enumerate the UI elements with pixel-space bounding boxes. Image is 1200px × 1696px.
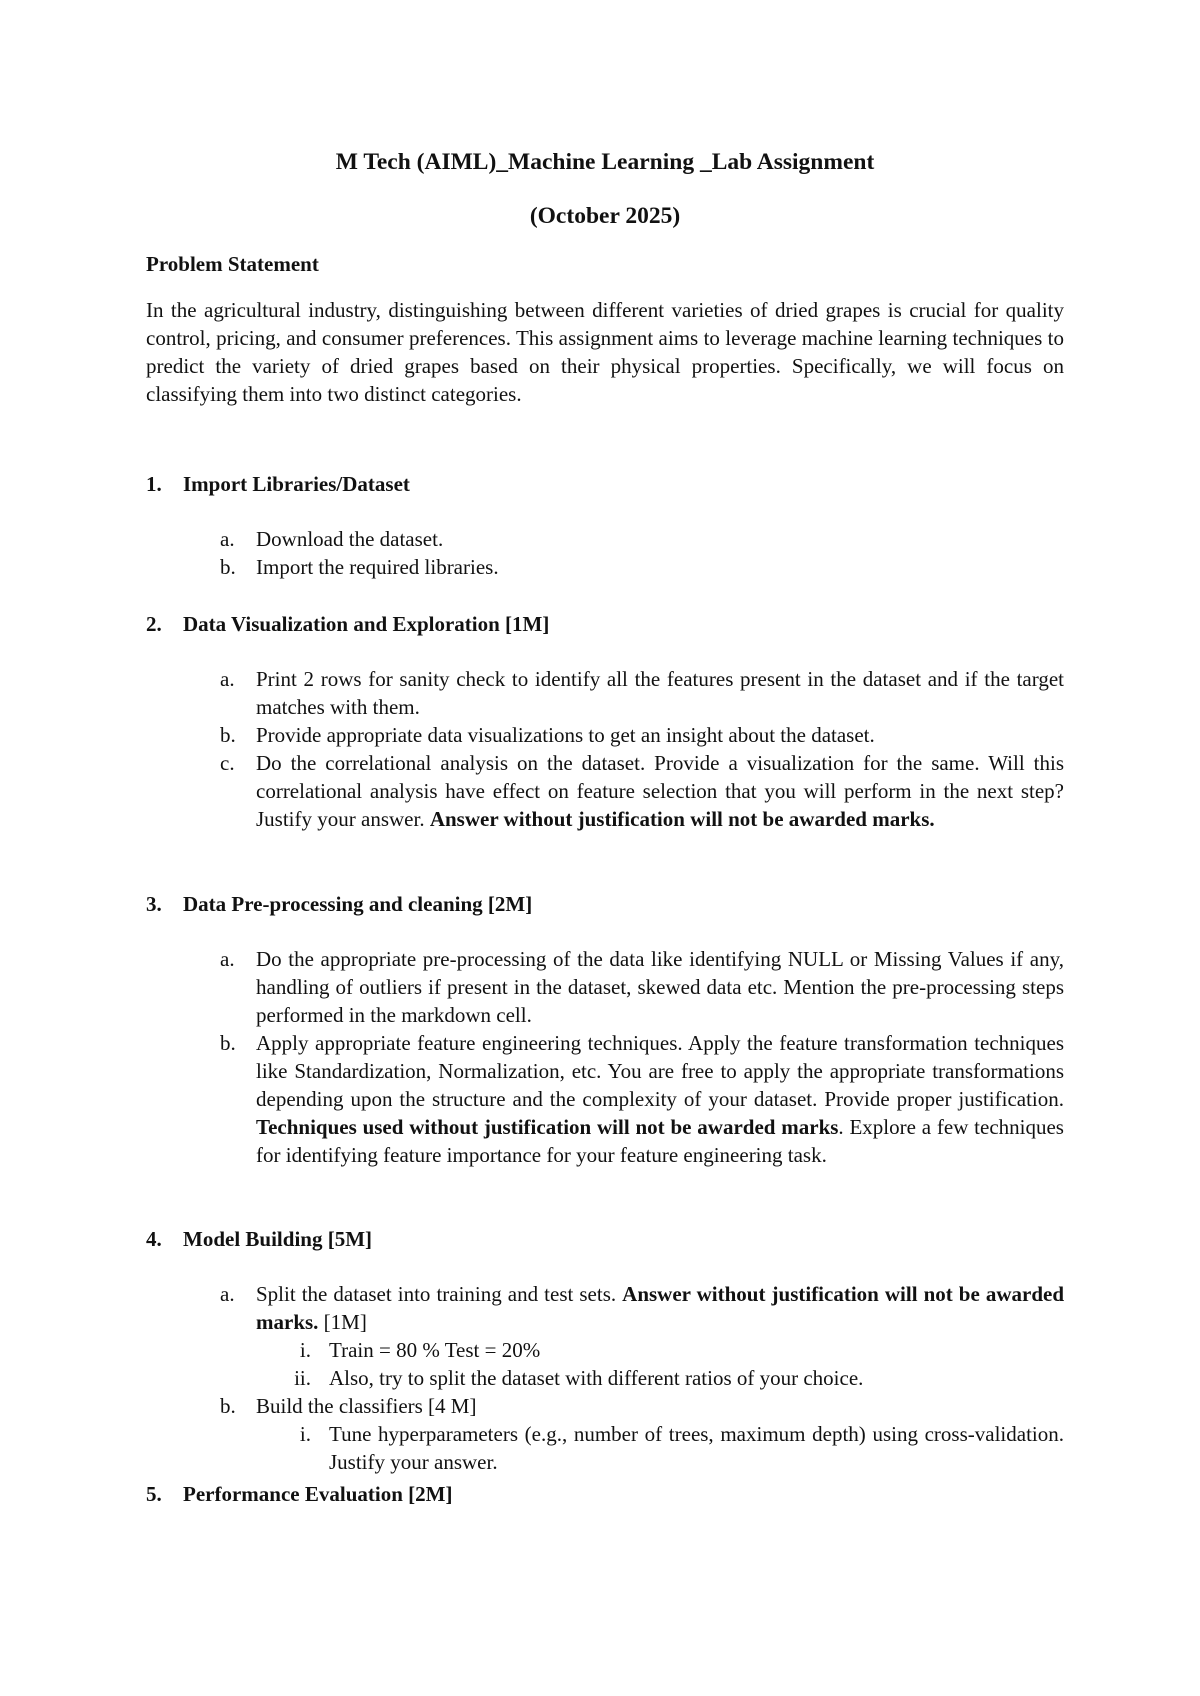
section-title: Performance Evaluation [2M] [183, 1482, 453, 1506]
list-item: a. Split the dataset into training and test sets. Answer without justification will not be awarded marks. [1M] [220, 1282, 1064, 1334]
sub-list-item: i. Tune hyperparameters (e.g., number of trees, maximum depth) using cross-validation. Justify your answer. [299, 1422, 1064, 1474]
section-4 [146, 1225, 1064, 1476]
section-title: Data Pre-processing and cleaning [2M] [183, 892, 533, 916]
list-item: a. Download the dataset. [220, 527, 444, 551]
section-number: 4. [146, 1227, 162, 1251]
section-1 [146, 470, 1064, 581]
section-3 [146, 890, 1064, 1169]
section-5 [146, 1480, 1064, 1508]
list-item: b. Provide appropriate data visualizations to get an insight about the dataset. [220, 723, 875, 747]
list-item: a. Print 2 rows for sanity check to identify all the features present in the dataset and if the target matches with them. [220, 667, 1064, 719]
section-number: 5. [146, 1482, 162, 1506]
list-item: b. Build the classifiers [4 M] [220, 1394, 477, 1418]
list-item: a. Do the appropriate pre-processing of the data like identifying NULL or Missing Values if any, handling of outliers if present in the dataset, skewed data etc. Mention the pre-processing steps performed in the markdown cell. [220, 947, 1064, 1027]
document-date: (October 2025) [529, 203, 681, 229]
sub-list-item: i. Train = 80 % Test = 20% [299, 1338, 541, 1362]
list-item: c. Do the correlational analysis on the dataset. Provide a visualization for the same. Will this correlational analysis have effect on feature selection that you will perform in the next step? Justify your answer. Answer without justification will not be awarded marks. [220, 751, 1064, 831]
section-number: 1. [146, 472, 162, 496]
section-number: 2. [146, 612, 162, 636]
list-item: b. Import the required libraries. [220, 555, 499, 579]
section-heading [146, 1225, 1064, 1253]
emphasis-text: Answer without justification will not be awarded marks. [256, 1282, 1064, 1334]
problem-statement-text: In the agricultural industry, distinguishing between different varieties of dried grapes is crucial for quality control, pricing, and consumer preferences. This assignment aims to leverage machine learning techniques to predict the variety of dried grapes based on their physical properties. Specifically, we will focus on classifying them into two distinct categories. [146, 298, 1064, 406]
problem-statement-heading: Problem Statement [146, 252, 319, 276]
sub-list-item: ii. Also, try to split the dataset with different ratios of your choice. [294, 1366, 864, 1390]
section-title: Data Visualization and Exploration [1M] [183, 612, 550, 636]
section-number: 3. [146, 892, 162, 916]
section-2 [146, 610, 1064, 833]
document-title: M Tech (AIML)_Machine Learning _Lab Assignment [335, 149, 875, 175]
section-heading [146, 890, 1064, 918]
section-title: Model Building [5M] [183, 1227, 373, 1251]
emphasis-text: Techniques used without justification will not be awarded marks [256, 1115, 839, 1139]
emphasis-text: Answer without justification will not be awarded marks. [429, 807, 935, 831]
list-item: b. Apply appropriate feature engineering techniques. Apply the feature transformation techniques like Standardization, Normalization, etc. You are free to apply the appropriate transformations depending upon the structure and the complexity of your dataset. Provide proper justification. Techniques used without justification will not be awarded marks. Explore a few techniques for identifying feature importance for your feature engineering task. [220, 1031, 1064, 1167]
section-heading [146, 1480, 1064, 1508]
section-title: Import Libraries/Dataset [183, 472, 410, 496]
section-heading [146, 610, 1064, 638]
section-heading [146, 470, 1064, 498]
